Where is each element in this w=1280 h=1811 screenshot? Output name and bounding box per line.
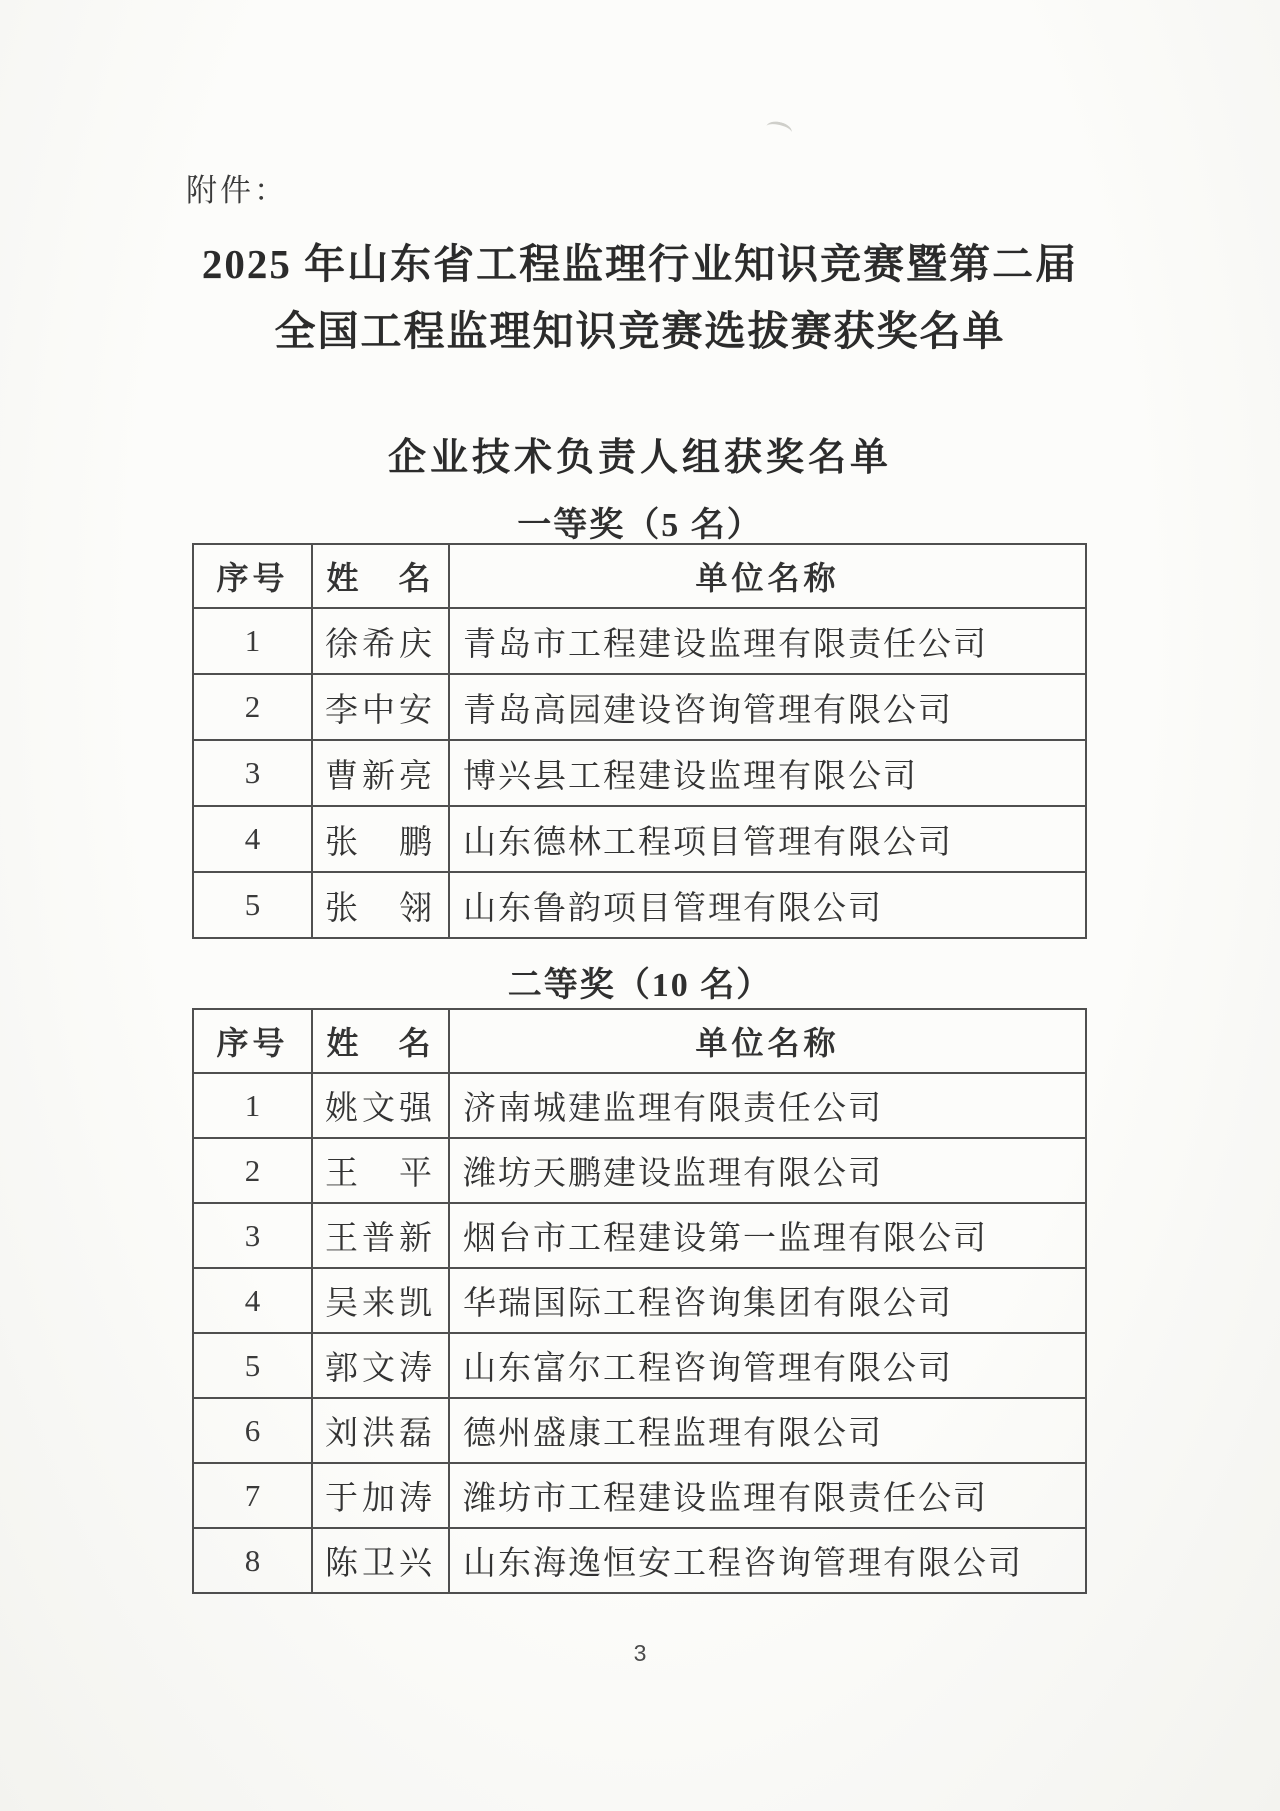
winner-name: 郭文涛 <box>312 1333 449 1398</box>
column-header: 姓 名 <box>312 544 449 608</box>
winner-name: 王 平 <box>312 1138 449 1203</box>
first-prize-heading: 一等奖（5 名） <box>517 507 763 544</box>
organization-name: 山东鲁韵项目管理有限公司 <box>449 872 1086 938</box>
column-header: 单位名称 <box>449 544 1086 608</box>
winner-name: 曹新亮 <box>312 740 449 806</box>
table-row <box>193 872 1086 938</box>
organization-name: 济南城建监理有限责任公司 <box>449 1073 1086 1138</box>
winner-name: 陈卫兴 <box>312 1528 449 1593</box>
organization-name: 德州盛康工程监理有限公司 <box>449 1398 1086 1463</box>
second-prize-table-header <box>193 1009 1086 1073</box>
organization-name: 青岛高园建设咨询管理有限公司 <box>449 674 1086 740</box>
row-number: 1 <box>193 608 312 674</box>
page-number: 3 <box>633 1640 647 1666</box>
table-row <box>193 1138 1086 1203</box>
second-prize-table <box>192 1008 1087 1594</box>
row-number: 6 <box>193 1398 312 1463</box>
row-number: 2 <box>193 1138 312 1203</box>
organization-name: 山东海逸恒安工程咨询管理有限公司 <box>449 1528 1086 1593</box>
table-row <box>193 674 1086 740</box>
document-title-line-2: 全国工程监理知识竞赛选拔赛获奖名单 <box>274 308 1006 354</box>
winner-name: 李中安 <box>312 674 449 740</box>
second-prize-heading: 二等奖（10 名） <box>507 967 773 1004</box>
column-header: 序号 <box>193 544 312 608</box>
winner-name: 刘洪磊 <box>312 1398 449 1463</box>
scan-artifact-mark <box>765 119 794 140</box>
table-row <box>193 1398 1086 1463</box>
table-row <box>193 1528 1086 1593</box>
row-number: 5 <box>193 872 312 938</box>
organization-name: 山东德林工程项目管理有限公司 <box>449 806 1086 872</box>
attachment-label: 附件： <box>186 173 288 208</box>
table-row <box>193 1073 1086 1138</box>
organization-name: 烟台市工程建设第一监理有限公司 <box>449 1203 1086 1268</box>
table-row <box>193 806 1086 872</box>
organization-name: 山东富尔工程咨询管理有限公司 <box>449 1333 1086 1398</box>
table-row <box>193 1333 1086 1398</box>
column-header: 单位名称 <box>449 1009 1086 1073</box>
organization-name: 青岛市工程建设监理有限责任公司 <box>449 608 1086 674</box>
column-header: 序号 <box>193 1009 312 1073</box>
row-number: 8 <box>193 1528 312 1593</box>
organization-name: 潍坊天鹏建设监理有限公司 <box>449 1138 1086 1203</box>
table-row <box>193 1203 1086 1268</box>
row-number: 7 <box>193 1463 312 1528</box>
organization-name: 博兴县工程建设监理有限公司 <box>449 740 1086 806</box>
row-number: 1 <box>193 1073 312 1138</box>
winner-name: 王普新 <box>312 1203 449 1268</box>
table-row <box>193 1463 1086 1528</box>
table-row <box>193 1268 1086 1333</box>
row-number: 3 <box>193 1203 312 1268</box>
winner-name: 于加涛 <box>312 1463 449 1528</box>
table-row <box>193 740 1086 806</box>
row-number: 2 <box>193 674 312 740</box>
header-row <box>193 544 1086 608</box>
row-number: 4 <box>193 1268 312 1333</box>
winner-name: 姚文强 <box>312 1073 449 1138</box>
first-prize-table <box>192 543 1087 939</box>
first-prize-table-header <box>193 544 1086 608</box>
group-heading: 企业技术负责人组获奖名单 <box>387 437 892 479</box>
row-number: 5 <box>193 1333 312 1398</box>
winner-name: 张 翎 <box>312 872 449 938</box>
winner-name: 徐希庆 <box>312 608 449 674</box>
column-header: 姓 名 <box>312 1009 449 1073</box>
winner-name: 张 鹏 <box>312 806 449 872</box>
document-title-line-1: 2025 年山东省工程监理行业知识竞赛暨第二届 <box>201 241 1079 287</box>
row-number: 3 <box>193 740 312 806</box>
organization-name: 潍坊市工程建设监理有限责任公司 <box>449 1463 1086 1528</box>
table-row <box>193 608 1086 674</box>
header-row <box>193 1009 1086 1073</box>
row-number: 4 <box>193 806 312 872</box>
organization-name: 华瑞国际工程咨询集团有限公司 <box>449 1268 1086 1333</box>
winner-name: 吴来凯 <box>312 1268 449 1333</box>
